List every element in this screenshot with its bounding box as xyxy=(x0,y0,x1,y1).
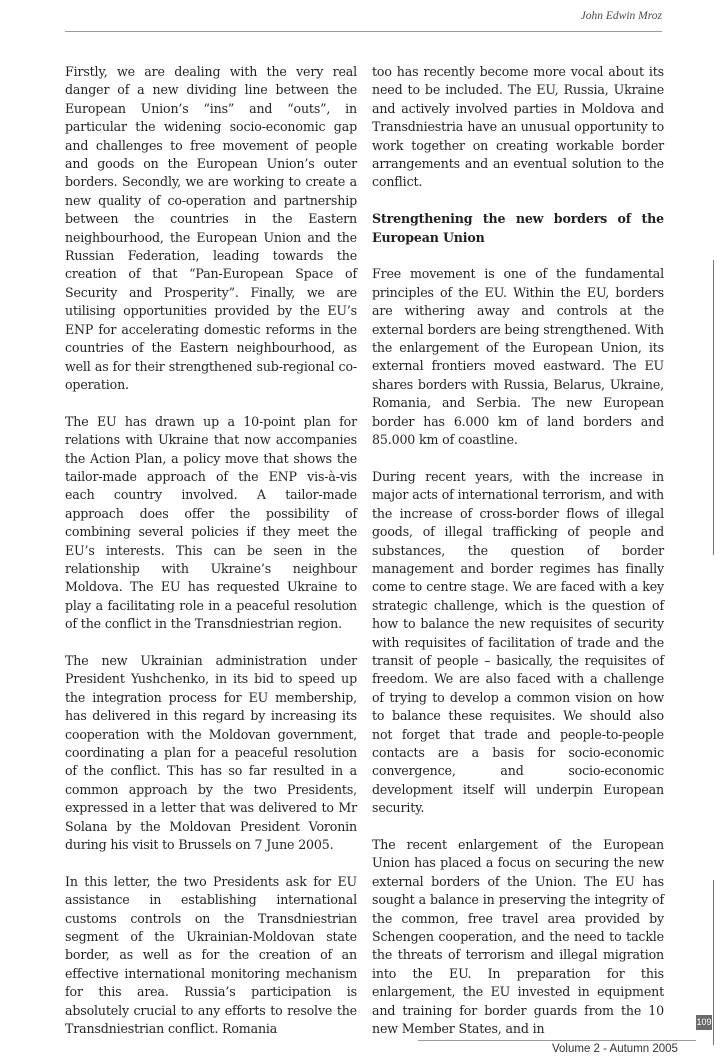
page-number: 109 xyxy=(696,1015,712,1030)
margin-rule xyxy=(713,260,714,555)
header-rule xyxy=(65,31,662,32)
body-paragraph: During recent years, with the increase in major acts of international terrorism, and with the increase of cross-border flows of illegal goods, of illegal trafficking of people and substances, the question of border management and border regimes has finally come to centre stage. We are faced with a key strategic challenge, which is the question of how to balance the new requisites of security with requisites of facilitation of trade and the transit of people – basically, the requisites of freedom. We are also faced with a challenge of trying to develop a common vision on how to balance these requisites. We should also not forget that trade and people-to-people contacts are a basis for socio-economic convergence, and socio-economic development itself will underpin European security. xyxy=(372,468,664,816)
body-paragraph: In this letter, the two Presidents ask for EU assistance in establishing international customs controls on the Transdniestrian segment of the Ukrainian-Moldovan state border, as well as for the creation of an effective international monitoring mechanism for this area. Russia’s participation is absolutely crucial to any efforts to resolve the Transdniestrian conflict. Romania xyxy=(65,873,357,1037)
right-column xyxy=(372,63,664,1057)
footer-rule xyxy=(418,1040,696,1041)
body-paragraph: too has recently become more vocal about its need to be included. The EU, Russia, Ukraine and actively involved parties in Moldova and Transdniestria have an unusual opportunity to work together on creating workable border arrangements and an eventual solution to the conflict. xyxy=(372,64,664,190)
section-heading: Strengthening the new borders of the European Union xyxy=(372,211,664,245)
running-head-author: John Edwin Mroz xyxy=(580,10,662,22)
body-paragraph: The EU has drawn up a 10-point plan for relations with Ukraine that now accompanies the Action Plan, a policy move that shows the tailor-made approach of the ENP vis-à-vis each country involved. A tailor-made approach does offer the possibility of combining several policies if they meet the EU’s interests. This can be seen in the relationship with Ukraine’s neighbour Moldova. The EU has requested Ukraine to play a facilitating role in a peaceful resolution of the conflict in the Transdniestrian region. xyxy=(65,413,357,632)
margin-rule xyxy=(713,880,714,1045)
footer-volume-label: Volume 2 - Autumn 2005 xyxy=(552,1043,678,1055)
body-paragraph: Free movement is one of the fundamental principles of the EU. Within the EU, borders are withering away and controls at the external borders are being strengthened. With the enlargement of the European Union, its external frontiers moved eastward. The EU shares borders with Russia, Belarus, Ukraine, Romania, and Serbia. The new European border has 6.000 km of land borders and 85.000 km of coastline. xyxy=(372,266,664,448)
body-paragraph: Firstly, we are dealing with the very real danger of a new dividing line between the European Union’s “ins” and “outs”, in particular the widening socio-economic gap and challenges to free movement of people and goods on the European Union’s outer borders. Secondly, we are working to create a new quality of co-operation and partnership between the countries in the Eastern neighbourhood, the European Union and the Russian Federation, leading towards the creation of that “Pan-European Space of Security and Prosperity”. Finally, we are utilising opportunities provided by the EU’s ENP for accelerating domestic reforms in the countries of the Eastern neighbourhood, as well as for their strengthened sub-regional co-operation. xyxy=(65,64,357,392)
body-paragraph: The new Ukrainian administration under President Yushchenko, in its bid to speed up the integration process for EU membership, has delivered in this regard by increasing its cooperation with the Moldovan government, coordinating a plan for a peaceful resolution of the conflict. This has so far resulted in a common approach by the two Presidents, expressed in a letter that was delivered to Mr Solana by the Moldovan President Voronin during his visit to Brussels on 7 June 2005. xyxy=(65,652,357,853)
left-column xyxy=(65,63,357,1057)
body-paragraph: The recent enlargement of the European Union has placed a focus on securing the new external borders of the Union. The EU has sought a balance in preserving the integrity of the common, free travel area provided by Schengen cooperation, and the need to tackle the threats of terrorism and illegal migration into the EU. In preparation for this enlargement, the EU invested in equipment and training for border guards from the 10 new Member States, and in xyxy=(372,837,664,1037)
